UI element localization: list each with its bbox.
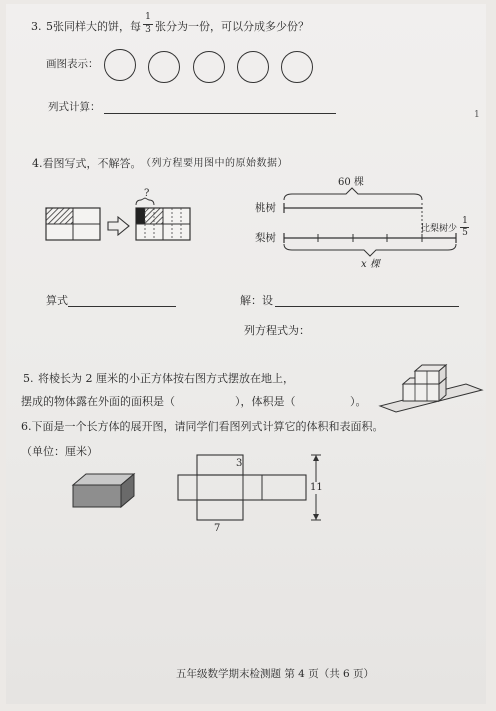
q4-label-less: 比梨树少	[421, 224, 458, 234]
q4-less-frac-den: 5	[462, 228, 468, 238]
q3-draw-label: 画图表示：	[46, 58, 99, 70]
q4-label-peach: 桃树	[255, 202, 276, 214]
q6-unit: （单位：厘米）	[21, 445, 98, 458]
q4-solve-label: 解：设	[240, 294, 273, 307]
q4-equation-label: 列方程式为：	[244, 324, 310, 337]
q6-dim-11: 11	[310, 482, 323, 493]
q6-dim-3: 3	[236, 458, 243, 469]
q4-label-60: 60 棵	[338, 177, 364, 188]
q4-question-mark: ?	[144, 188, 150, 199]
q3-text-b: 张分为一份，可以分成多少份？	[155, 20, 309, 33]
q4-formula-label: 算式	[46, 294, 68, 307]
q3-frac-num: 1	[145, 12, 151, 22]
q5-line2a: 摆成的物体露在外面的面积是（	[21, 395, 175, 408]
q5-line1: 将棱长为 2 厘米的小正方体按右图方式摆放在地上，	[38, 372, 294, 385]
q3-calc-label: 列式计算：	[48, 101, 101, 113]
q3-text-a: 5张同样大的饼，每	[46, 20, 141, 33]
q6-title: 6.下面是一个长方体的展开图，请同学们看图列式计算它的体积和表面积。	[21, 420, 384, 433]
q3-number: 3.	[31, 20, 42, 33]
q6-dim-7: 7	[214, 523, 221, 534]
q4-label-x: x 棵	[361, 259, 380, 270]
q4-note: （列方程要用图中的原始数据）	[141, 158, 288, 169]
net-bottom-face	[197, 500, 243, 520]
q4-less-frac-num: 1	[462, 216, 468, 226]
page-footer: 五年级数学期末检测题 第 4 页（共 6 页）	[176, 668, 375, 680]
q4-title: 4.看图写式，不解答。	[32, 157, 142, 170]
q5-line2b: ），体积是（	[235, 395, 296, 408]
margin-mark: 1	[474, 110, 480, 120]
q3-frac-den: 3	[145, 25, 151, 35]
q5-number: 5.	[23, 372, 34, 385]
q5-line2c: ）。	[350, 395, 367, 408]
q4-label-pear: 梨树	[255, 232, 276, 244]
